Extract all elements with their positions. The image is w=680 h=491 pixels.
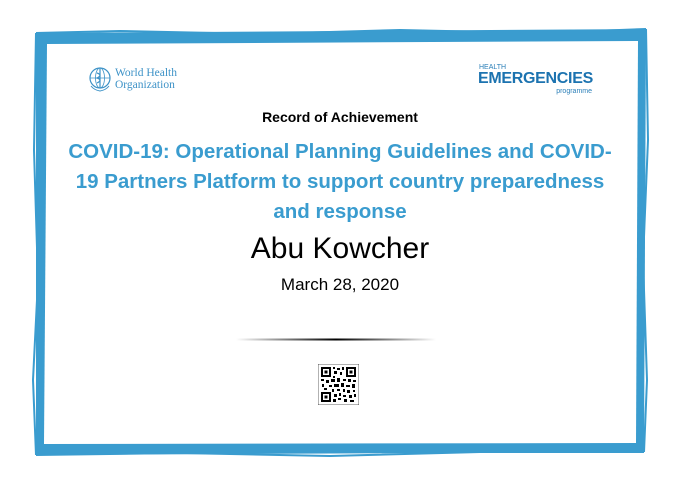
who-logo	[88, 66, 198, 96]
who-line-2: Organization	[115, 79, 175, 91]
recipient-name: Abu Kowcher	[250, 232, 430, 265]
he-bottom-label: programme	[556, 88, 592, 95]
he-top-label: HEALTH	[479, 64, 507, 71]
course-title: COVID-19: Operational Planning Guidelines and COVID-19 Partners Platform to support country preparedness and response	[68, 140, 612, 223]
who-wordmark	[115, 67, 177, 91]
record-heading: Record of Achievement	[262, 109, 418, 125]
signature-divider	[236, 338, 436, 341]
issue-date: March 28, 2020	[280, 275, 400, 294]
who-line-1: World Health	[115, 67, 177, 79]
he-main-label: EMERGENCIES	[478, 70, 593, 87]
who-emblem-icon	[88, 66, 112, 92]
health-emergencies-logo	[478, 64, 594, 98]
qr-code[interactable]	[318, 364, 359, 405]
